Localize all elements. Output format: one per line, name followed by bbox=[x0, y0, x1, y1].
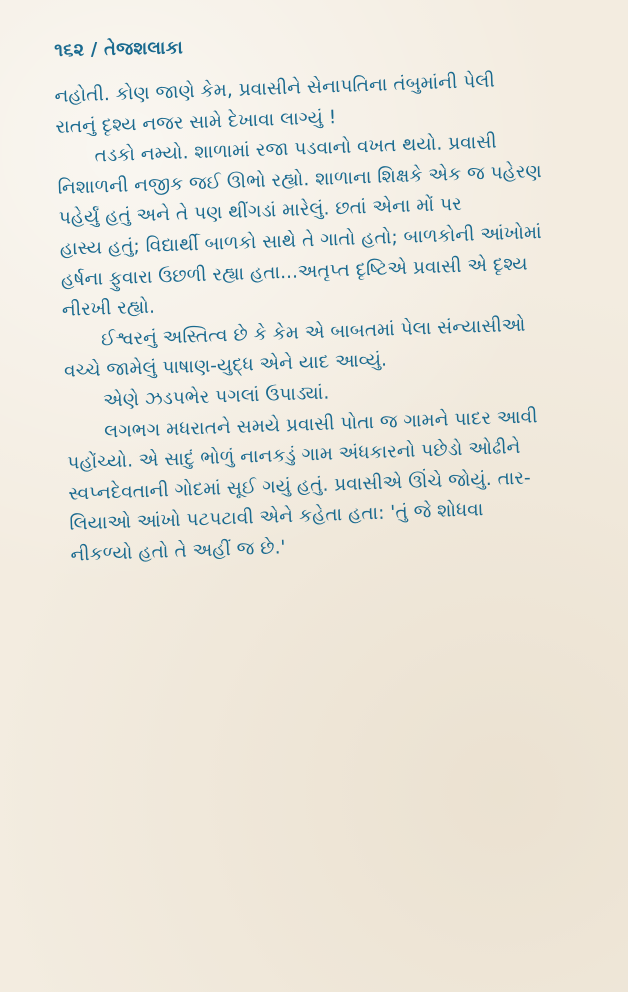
text-line: પહેર્યું હતું અને તે પણ થીંગડાં મારેલું. છતાં એના મોં પર bbox=[58, 194, 463, 230]
text-line: હર્ષના ફુવારા ઉછળી રહ્યા હતા...અતૃપ્ત દૃષ્ટિએ પ્રવાસી એ દૃશ્ય bbox=[60, 253, 528, 291]
text-line: લગભગ મધરાતને સમયે પ્રવાસી પોતા જ ગામને પાદર આવી bbox=[103, 405, 538, 442]
book-title: તેજશલાકા bbox=[103, 37, 184, 60]
text-line: નિશાળની નજીક જઈ ઊભો રહ્યો. શાળાના શિક્ષકે એક જ પહેરણ bbox=[57, 160, 542, 199]
text-line: નહોતી. કોણ જાણે કેમ, પ્રવાસીને સેનાપતિના તંબુમાંની પેલી bbox=[54, 70, 496, 107]
text-line: નીકળ્યો હતો તે અહીં જ છે.' bbox=[70, 537, 286, 566]
text-line: હાસ્ય હતું; વિદ્યાર્થી બાળકો સાથે તે ગાતો હતો; બાળકોની આંખોમાં bbox=[59, 222, 542, 260]
text-line: સ્વપ્નદેવતાની ગોદમાં સૂઈ ગયું હતું. પ્રવાસીએ ઊંચે જોયું. તાર- bbox=[68, 467, 532, 505]
running-header bbox=[54, 37, 183, 61]
text-line: એણે ઝડપભેર પગલાં ઉપાડ્યાં. bbox=[102, 382, 330, 412]
text-line: પહોંચ્યો. એ સાદું ભોળું નાનકડું ગામ અંધકારનો પછેડો ઓઢીને bbox=[66, 437, 521, 474]
header-separator: / bbox=[90, 39, 98, 61]
body-text bbox=[54, 63, 611, 571]
text-line: વચ્ચે જામેલું પાષાણ-યુદ્ધ એને યાદ આવ્યું. bbox=[63, 349, 388, 383]
page-number: ૧૬૨ bbox=[54, 39, 85, 61]
text-line: નીરખી રહ્યો. bbox=[61, 296, 156, 322]
text-line: રાતનું દૃશ્ય નજર સામે દેખાવા લાગ્યું ! bbox=[55, 106, 337, 138]
text-line: ઈશ્વરનું અસ્તિત્વ છે કે કેમ એ બાબતમાં પેલા સંન્યાસીઓ bbox=[100, 314, 526, 351]
text-line: તડકો નમ્યો. શાળામાં રજા પડવાનો વખત થયો. પ્રવાસી bbox=[94, 131, 498, 167]
text-line: લિયાઓ આંખો પટપટાવી એને કહેતા હતા: 'તું જે શોધવા bbox=[69, 499, 484, 536]
